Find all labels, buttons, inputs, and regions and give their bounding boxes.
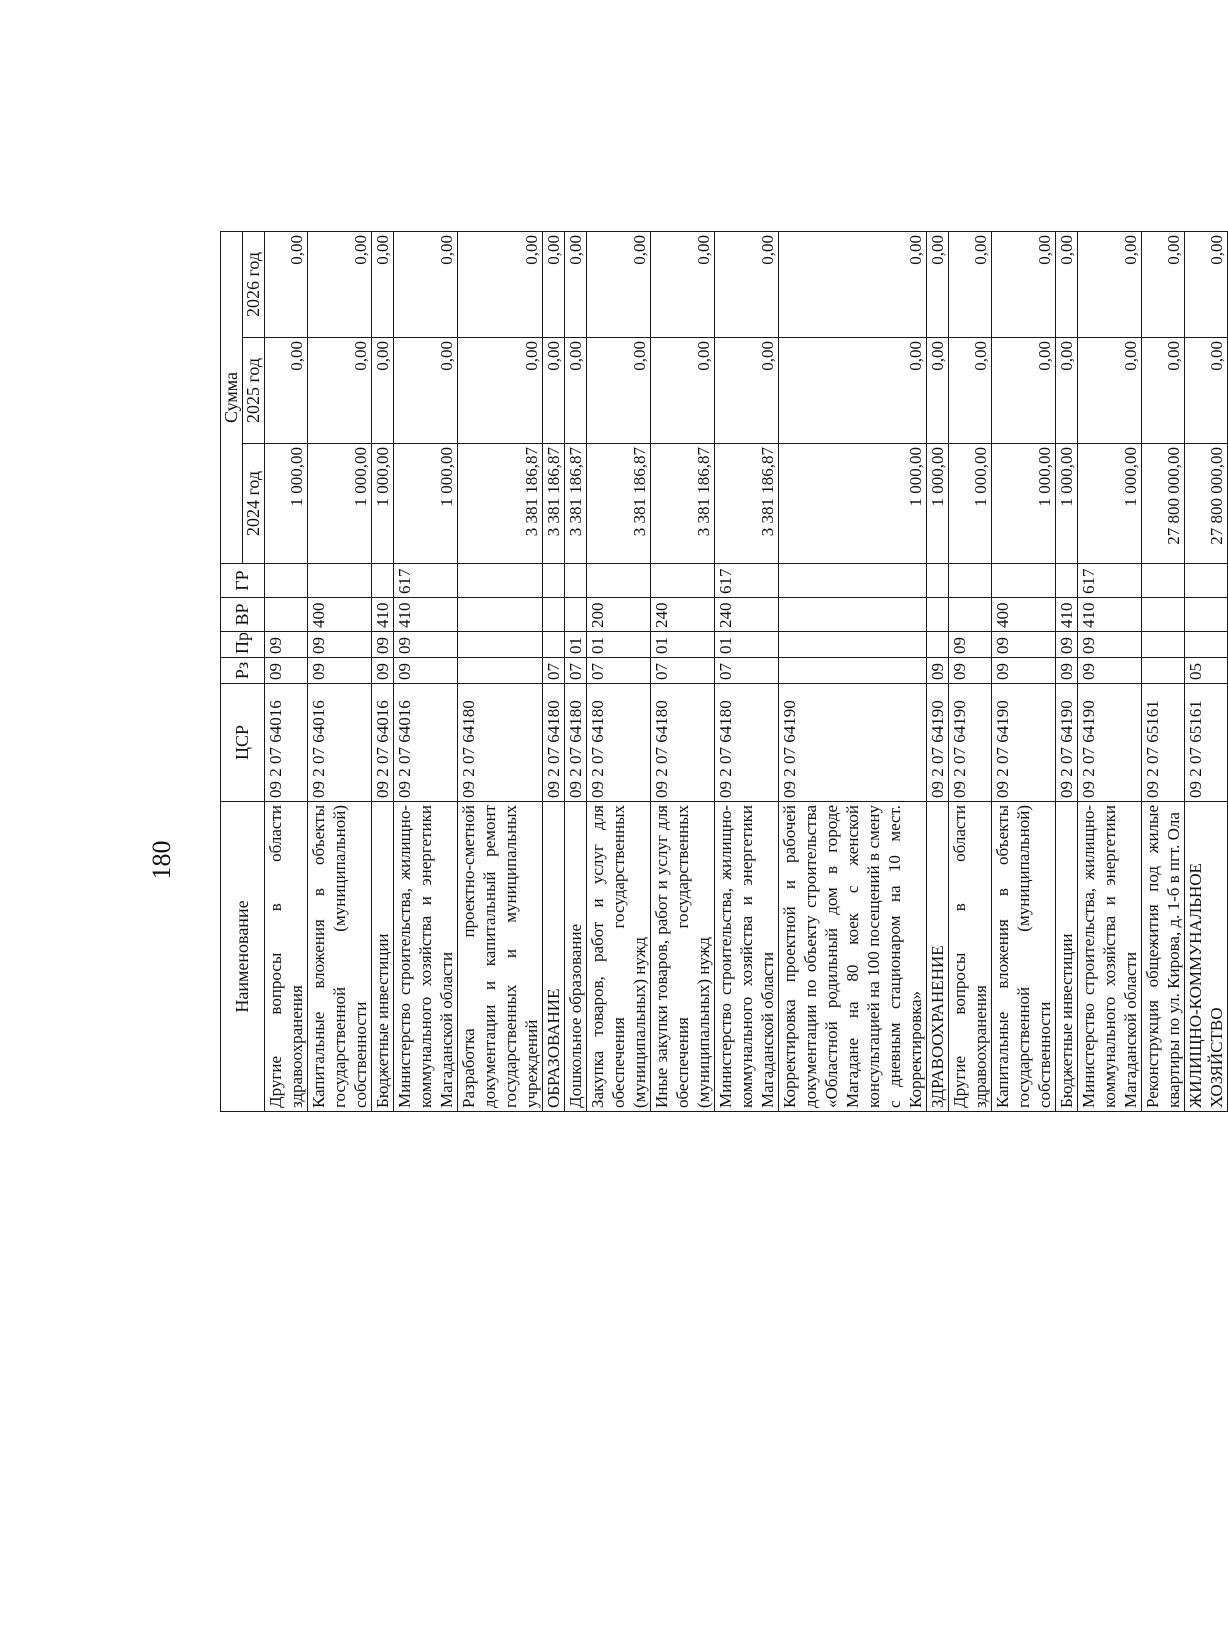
table-cell-csr: 09 2 07 64016 [308,684,372,802]
table-cell-2026: 0,00 [1056,231,1078,337]
table-cell-csr: 09 2 07 64190 [779,684,927,802]
budget-table [220,231,1228,1112]
table-row [651,231,715,1111]
table-cell-name: ЗДРАВООХРАНЕНИЕ [927,802,949,1112]
table-cell-2025: 0,00 [1185,338,1228,444]
table-cell-pr: 01 [715,632,779,658]
table-cell-2025: 0,00 [651,338,715,444]
table-cell-pr: 09 [394,632,458,658]
table-cell-2026: 0,00 [949,231,992,337]
header-rz: Рз [221,658,265,684]
table-cell-csr: 09 2 07 64180 [543,684,565,802]
table-cell-name: Другие вопросы в области здравоохранения [265,802,308,1112]
header-pr: Пр [221,632,265,658]
table-cell-2026: 0,00 [394,231,458,337]
table-cell-2025: 0,00 [565,338,587,444]
table-cell-name: Бюджетные инвестиции [1056,802,1078,1112]
table-cell-rz: 09 [372,658,394,684]
table-cell-2024: 1 000,00 [779,444,927,564]
table-cell-2024: 3 381 186,87 [543,444,565,564]
table-cell-csr: 09 2 07 64180 [651,684,715,802]
table-cell-name: ОБРАЗОВАНИЕ [543,802,565,1112]
table-cell-name: ЖИЛИЩНО-КОММУНАЛЬНОЕ ХОЗЯЙСТВО [1185,802,1228,1112]
table-cell-gr [779,564,927,598]
table-cell-pr: 01 [565,632,587,658]
table-cell-2024: 1 000,00 [992,444,1056,564]
table-cell-2026: 0,00 [1078,231,1142,337]
table-cell-vr: 410 [1056,598,1078,632]
table-cell-csr: 09 2 07 64016 [265,684,308,802]
table-cell-vr: 410 [394,598,458,632]
table-cell-2025: 0,00 [779,338,927,444]
table-cell-rz: 09 [265,658,308,684]
table-cell-pr [458,632,543,658]
table-cell-2026: 0,00 [927,231,949,337]
table-row [927,231,949,1111]
table-cell-gr [949,564,992,598]
table-row [1078,231,1142,1111]
table-cell-gr [1185,564,1228,598]
table-cell-2026: 0,00 [372,231,394,337]
table-cell-2025: 0,00 [587,338,651,444]
header-vr: ВР [221,598,265,632]
table-cell-csr: 09 2 07 65161 [1142,684,1185,802]
table-cell-2024: 1 000,00 [394,444,458,564]
table-cell-csr: 09 2 07 64180 [458,684,543,802]
table-cell-name: Другие вопросы в области здравоохранения [949,802,992,1112]
table-cell-vr: 410 [372,598,394,632]
table-cell-2026: 0,00 [543,231,565,337]
table-cell-name: Разработка проектно-сметной документации и капитальный ремонт государственных и муниципальных учреждений [458,802,543,1112]
table-cell-vr [543,598,565,632]
table-cell-2025: 0,00 [992,338,1056,444]
table-cell-2026: 0,00 [715,231,779,337]
table-cell-name: Корректировка проектной и рабочей документации по объекту строительства «Областной родильный дом в городе Магадане на 80 коек с женской консультацией на 100 посещений в смену с дневным стационаром на 10 мест. Корректировка» [779,802,927,1112]
header-2025: 2025 год [243,338,265,444]
table-cell-pr: 09 [1056,632,1078,658]
table-cell-rz [779,658,927,684]
table-cell-gr [1142,564,1185,598]
table-cell-pr: 01 [651,632,715,658]
header-2024: 2024 год [243,444,265,564]
table-row [715,231,779,1111]
table-cell-2024: 3 381 186,87 [587,444,651,564]
table-row [779,231,927,1111]
table-cell-2026: 0,00 [1185,231,1228,337]
table-cell-2025: 0,00 [308,338,372,444]
table-cell-rz [1142,658,1185,684]
table-cell-rz: 09 [1056,658,1078,684]
table-cell-pr [1185,632,1228,658]
table-cell-csr: 09 2 07 64016 [394,684,458,802]
table-row [565,231,587,1111]
table-cell-name: Министерство строительства, жилищно-коммунального хозяйства и энергетики Магаданской области [394,802,458,1112]
table-cell-2024: 3 381 186,87 [715,444,779,564]
table-cell-csr: 09 2 07 64190 [1056,684,1078,802]
table-cell-vr [1185,598,1228,632]
table-cell-2026: 0,00 [1142,231,1185,337]
table-cell-gr [1056,564,1078,598]
table-cell-2024: 1 000,00 [1056,444,1078,564]
table-cell-vr [1142,598,1185,632]
table-cell-pr [543,632,565,658]
table-cell-2025: 0,00 [265,338,308,444]
table-cell-2024: 27 800 000,00 [1185,444,1228,564]
table-row [1142,231,1185,1111]
table-cell-rz: 09 [927,658,949,684]
table-cell-vr [949,598,992,632]
table-cell-gr [565,564,587,598]
table-cell-rz: 09 [1078,658,1142,684]
table-cell-2025: 0,00 [715,338,779,444]
table-cell-name: Реконструкция общежития под жилые квартиры по ул. Кирова, д. 1-б в пгт. Ола [1142,802,1185,1112]
table-cell-pr: 01 [587,632,651,658]
table-cell-vr [565,598,587,632]
table-cell-gr: 617 [1078,564,1142,598]
table-cell-csr: 09 2 07 64190 [1078,684,1142,802]
header-name: Наименование [221,802,265,1112]
table-cell-2024: 3 381 186,87 [458,444,543,564]
table-cell-2025: 0,00 [949,338,992,444]
table-cell-gr: 617 [715,564,779,598]
table-row [1185,231,1228,1111]
table-cell-gr [587,564,651,598]
page-number: 180 [147,840,176,880]
table-cell-2025: 0,00 [1142,338,1185,444]
table-cell-vr: 410 [1078,598,1142,632]
header-2026: 2026 год [243,231,265,337]
table-cell-2026: 0,00 [458,231,543,337]
table-cell-rz: 09 [394,658,458,684]
table-row [458,231,543,1111]
table-cell-2025: 0,00 [1078,338,1142,444]
table-cell-csr: 09 2 07 64190 [992,684,1056,802]
table-cell-csr: 09 2 07 64180 [715,684,779,802]
table-cell-pr: 09 [265,632,308,658]
table-cell-csr: 09 2 07 64016 [372,684,394,802]
table-cell-gr [458,564,543,598]
table-cell-2026: 0,00 [308,231,372,337]
table-cell-rz: 07 [587,658,651,684]
table-cell-rz: 07 [543,658,565,684]
table-row [1056,231,1078,1111]
table-cell-gr [651,564,715,598]
table-cell-vr: 400 [992,598,1056,632]
table-cell-gr: 617 [394,564,458,598]
table-cell-2026: 0,00 [587,231,651,337]
table-cell-2025: 0,00 [927,338,949,444]
header-csr: ЦСР [221,684,265,802]
table-cell-2026: 0,00 [651,231,715,337]
table-cell-pr: 09 [308,632,372,658]
table-cell-vr: 240 [651,598,715,632]
table-row [992,231,1056,1111]
table-cell-csr: 09 2 07 64180 [565,684,587,802]
table-cell-2026: 0,00 [992,231,1056,337]
table-cell-gr [992,564,1056,598]
header-sum: Сумма [221,231,243,563]
table-cell-pr [1142,632,1185,658]
table-cell-pr: 09 [372,632,394,658]
table-cell-name: Бюджетные инвестиции [372,802,394,1112]
table-cell-2025: 0,00 [1056,338,1078,444]
table-cell-rz: 07 [651,658,715,684]
table-cell-gr [308,564,372,598]
table-cell-gr [927,564,949,598]
table-cell-rz: 05 [1185,658,1228,684]
table-row [265,231,308,1111]
table-cell-vr: 400 [308,598,372,632]
table-cell-pr: 09 [1078,632,1142,658]
table-row [308,231,372,1111]
table-cell-name: Дошкольное образование [565,802,587,1112]
table-cell-csr: 09 2 07 64190 [927,684,949,802]
table-cell-name: Министерство строительства, жилищно-коммунального хозяйства и энергетики Магаданской области [1078,802,1142,1112]
table-cell-rz [458,658,543,684]
table-cell-name: Закупка товаров, работ и услуг для обеспечения государственных (муниципальных) нужд [587,802,651,1112]
table-cell-vr: 200 [587,598,651,632]
table-cell-rz: 09 [992,658,1056,684]
table-cell-2026: 0,00 [565,231,587,337]
table-cell-2024: 1 000,00 [308,444,372,564]
table-cell-2024: 1 000,00 [927,444,949,564]
table-cell-2024: 1 000,00 [372,444,394,564]
table-cell-2024: 1 000,00 [265,444,308,564]
table-cell-name: Иные закупки товаров, работ и услуг для обеспечения государственных (муниципальных) нужд [651,802,715,1112]
table-cell-vr: 240 [715,598,779,632]
table-cell-csr: 09 2 07 64180 [587,684,651,802]
table-cell-2024: 27 800 000,00 [1142,444,1185,564]
table-row [587,231,651,1111]
table-cell-vr [927,598,949,632]
table-cell-2024: 1 000,00 [949,444,992,564]
table-cell-pr [779,632,927,658]
table-cell-2024: 1 000,00 [1078,444,1142,564]
table-cell-name: Министерство строительства, жилищно-коммунального хозяйства и энергетики Магаданской области [715,802,779,1112]
table-cell-gr [543,564,565,598]
table-row [949,231,992,1111]
table-cell-vr [779,598,927,632]
table-cell-name: Капитальные вложения в объекты государственной (муниципальной) собственности [992,802,1056,1112]
table-cell-rz: 07 [715,658,779,684]
table-cell-csr: 09 2 07 65161 [1185,684,1228,802]
table-cell-2025: 0,00 [543,338,565,444]
table-cell-rz: 09 [308,658,372,684]
table-cell-2025: 0,00 [458,338,543,444]
table-cell-2024: 3 381 186,87 [565,444,587,564]
table-cell-name: Капитальные вложения в объекты государственной (муниципальной) собственности [308,802,372,1112]
table-cell-gr [265,564,308,598]
table-row [394,231,458,1111]
table-cell-csr: 09 2 07 64190 [949,684,992,802]
table-cell-vr [458,598,543,632]
table-cell-pr: 09 [992,632,1056,658]
table-cell-rz: 09 [949,658,992,684]
table-cell-pr [927,632,949,658]
table-header [221,231,265,1111]
table-cell-2026: 0,00 [779,231,927,337]
table-cell-2025: 0,00 [394,338,458,444]
header-gr: ГР [221,564,265,598]
table-row [372,231,394,1111]
table-cell-vr [265,598,308,632]
table-row [543,231,565,1111]
table-cell-pr: 09 [949,632,992,658]
table-cell-2025: 0,00 [372,338,394,444]
table-cell-2026: 0,00 [265,231,308,337]
table-cell-rz: 07 [565,658,587,684]
table-cell-2024: 3 381 186,87 [651,444,715,564]
table-body [265,231,1228,1111]
table-cell-gr [372,564,394,598]
rotated-page-content [220,232,1226,1112]
